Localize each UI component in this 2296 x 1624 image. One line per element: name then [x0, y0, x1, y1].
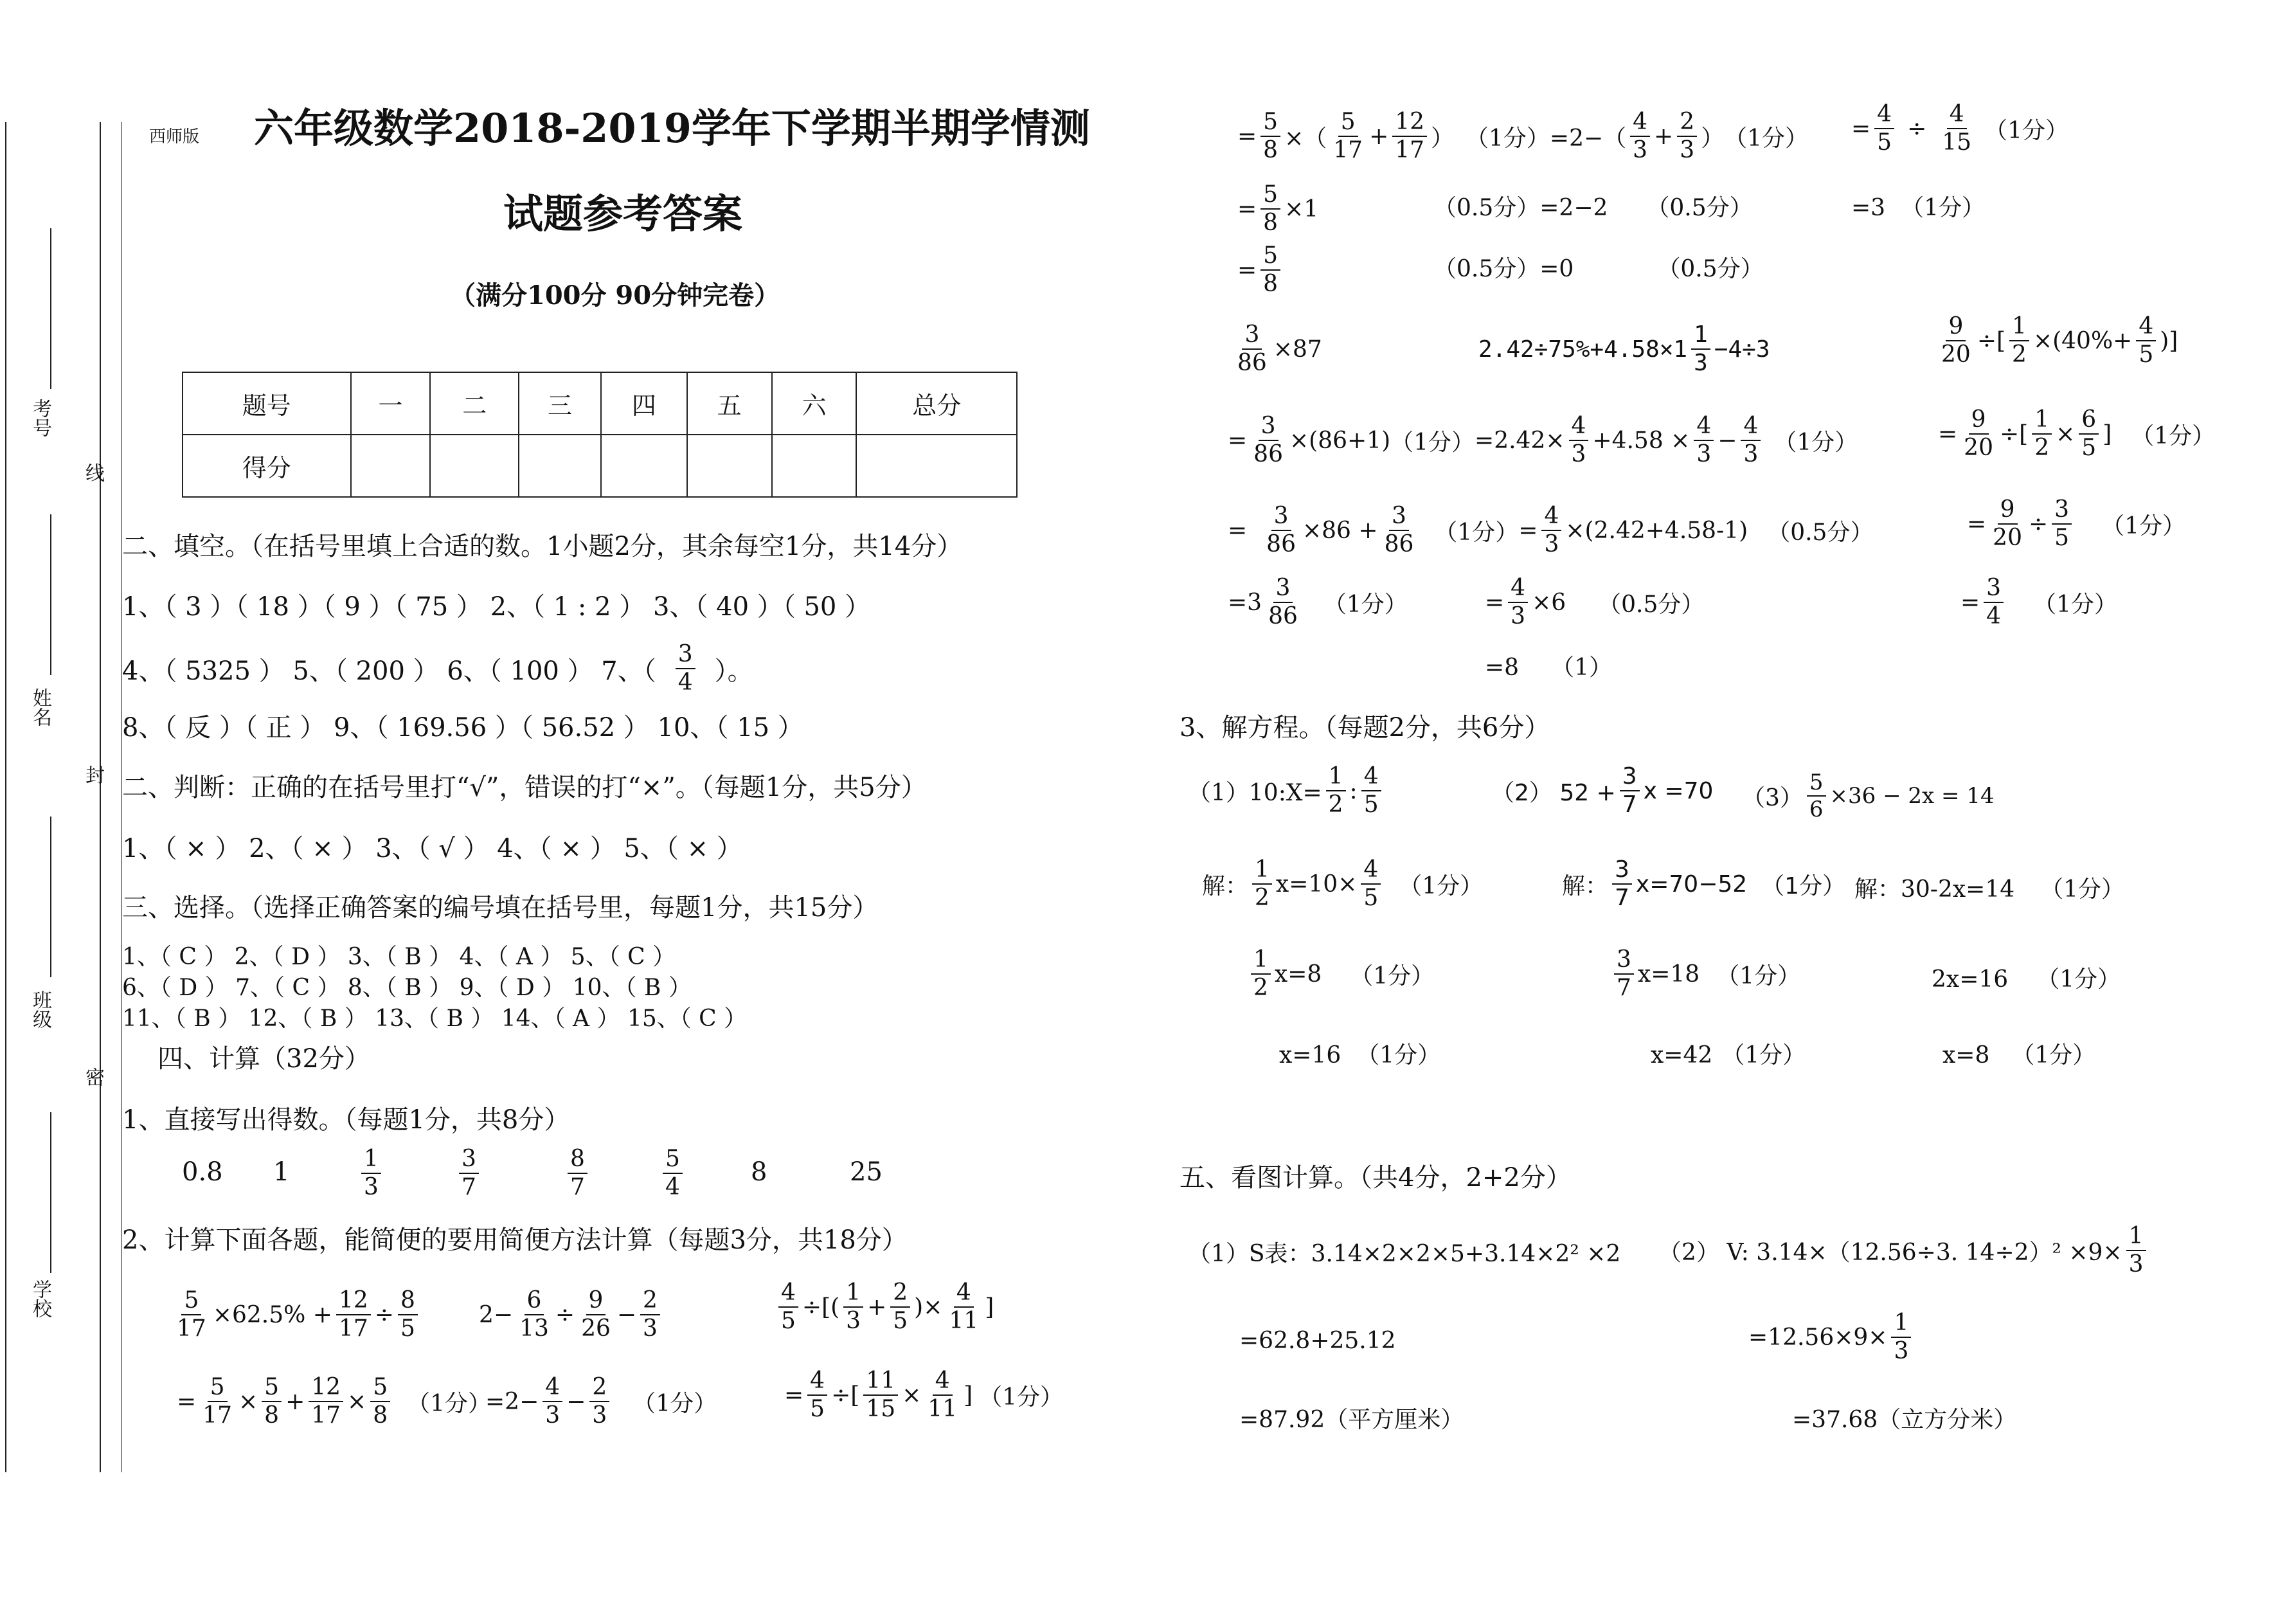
numerator: 8 [568, 1148, 587, 1174]
expression: = $\frac{4}{5}$ ÷ $\frac{4}{15}$ （1分） [1851, 101, 2068, 156]
fill-blank-line-2-end: ）。 [714, 656, 753, 686]
table-cell: 总分 [856, 372, 1017, 435]
fill-blank-line-2-text: 4、（ 5325 ） 5、（ 200 ） 6、（ 100 ） 7、（ [122, 656, 656, 686]
expression: $\frac{4}{5}$ ÷[( $\frac{1}{3}$ + $\frac{2}{5}$ )× $\frac{4}{11}$ ] [775, 1281, 994, 1333]
school-blank [50, 1112, 51, 1273]
expression: = $\frac{9}{20}$ ÷ $\frac{3}{5}$ （1分） [1967, 496, 2185, 551]
table-cell: 题号 [183, 372, 351, 435]
answer-value: 8 [751, 1157, 767, 1187]
judge-heading: 二、判断：正确的在括号里打“√”，错误的打“×”。（每题1分，共5分） [122, 773, 927, 802]
score-table [182, 372, 1018, 498]
score-table-score-row [183, 435, 1017, 497]
direct-calc-heading: 1、直接写出得数。（每题1分，共8分） [122, 1105, 570, 1135]
table-cell: 二 [430, 372, 519, 435]
equation-3-step-1: 解：30-2x=14 （1分） [1854, 876, 2125, 903]
judge-answers: 1、（ × ） 2、（ × ） 3、（ √ ） 4、（ × ） 5、（ × ） [122, 834, 742, 863]
numerator: 5 [663, 1148, 683, 1174]
denominator: 7 [570, 1174, 585, 1200]
equation-3-step-2: 2x=16 （1分） [1932, 966, 2121, 993]
equation-3: （3） $\frac{5}{6}$ ×36 − 2x = 14 [1742, 770, 1995, 822]
expression: 2− $\frac{6}{13}$ ÷ $\frac{9}{26}$ − $\frac{2}{3}$ [479, 1289, 664, 1340]
numerator: 3 [459, 1148, 479, 1174]
denominator: 7 [462, 1174, 476, 1200]
table-cell [772, 435, 857, 497]
equation-2-step-2: $\frac{3}{7}$ x=18 （1分） [1610, 948, 1800, 1000]
expression: = $\frac{5}{8}$ ×（ $\frac{5}{17}$ + $\frac{12}{17}$ ） [1237, 109, 1455, 163]
table-cell: 四 [601, 372, 687, 435]
volume-formula: （2） V: 3.14×（12.56÷3. 14÷2）² ×9× $\frac{1}{3}$ [1658, 1225, 2150, 1276]
surface-area-formula: （1）S表：3.14×2×2×5+3.14×2² ×2 [1188, 1241, 1621, 1267]
table-cell: 六 [772, 372, 857, 435]
equation-1-step-1: 解： $\frac{1}{2}$ x=10× $\frac{4}{5}$ （1分） [1202, 856, 1484, 911]
choice-heading: 三、选择。（选择正确答案的编号填在括号里，每题1分，共15分） [122, 893, 879, 923]
page-title-line2: 试题参考答案 [503, 190, 743, 237]
table-cell [601, 435, 687, 497]
exam-subtitle: （满分100分 90分钟完卷） [450, 280, 780, 311]
numerator: 3 [676, 643, 695, 669]
name-blank [50, 514, 51, 675]
calc-heading: 四、计算（32分） [157, 1044, 370, 1074]
table-cell [351, 435, 431, 497]
equation-2-result: x=42 （1分） [1651, 1042, 1806, 1069]
expression: 2.42÷75%+4.58×1 $\frac{1}{3}$ −4÷3 [1478, 321, 1770, 376]
equation-1-result: x=16 （1分） [1279, 1042, 1441, 1069]
table-cell: 得分 [183, 435, 351, 497]
equation-1: （1）10:X= $\frac{1}{2}$ : $\frac{4}{5}$ [1188, 765, 1385, 817]
answer-value: 0.8 [182, 1157, 223, 1187]
school-label: 学校 [29, 1279, 51, 1318]
table-cell: 一 [351, 372, 431, 435]
volume-result: =37.68（立方分米） [1792, 1407, 2017, 1433]
seal-char-line: 线 [82, 463, 104, 482]
expression: $\frac{3}{86}$ ×87 [1237, 321, 1322, 376]
volume-step: =12.56×9× $\frac{1}{3}$ [1748, 1312, 1915, 1363]
page-title: 六年级数学2018-2019学年下学期半期学情测 [254, 105, 1090, 152]
expression: =2− $\frac{4}{3}$ − $\frac{2}{3}$ （1分） [485, 1374, 717, 1429]
expression: $\frac{5}{17}$ ×62.5% + $\frac{12}{17}$ ÷ $\frac{8}{5}$ [170, 1289, 422, 1340]
fill-blank-line-1: 1、（ 3 ）（ 18 ）（ 9 ）（ 75 ） 2、（ 1 : 2 ） 3、（ 40 ）（ 50 ） [122, 592, 871, 622]
figure-calc-heading: 五、看图计算。（共4分，2+2分） [1179, 1163, 1572, 1193]
exam-no-blank [50, 228, 51, 389]
expression: （0.5分）=0 （0.5分） [1433, 256, 1764, 282]
denominator: 3 [364, 1174, 379, 1200]
expression: = $\frac{5}{8}$ ×1 [1237, 181, 1319, 236]
fill-blank-heading: 二、填空。（在括号里填上合适的数。1小题2分，其余每空1分，共14分） [122, 532, 963, 561]
expression: = $\frac{5}{17}$ × $\frac{5}{8}$ + $\frac{12}{17}$ × $\frac{5}{8}$ （1分） [177, 1374, 492, 1429]
surface-area-step: =62.8+25.12 [1239, 1328, 1396, 1354]
expression: = $\frac{9}{20}$ ÷[ $\frac{1}{2}$ × $\frac{6}{5}$ ] （1分） [1938, 406, 2216, 461]
expression: =3 （1分） [1851, 195, 1985, 221]
margin-outer-line [5, 122, 6, 1472]
fraction [676, 643, 695, 694]
choice-answers-2: 6、（ D ） 7、（ C ） 8、（ B ） 9、（ D ） 10、（ B ） [122, 975, 692, 1001]
table-cell [519, 435, 601, 497]
answer-fraction [357, 1148, 385, 1199]
equation-2: （2） 52 + $\frac{3}{7}$ x =70 [1491, 763, 1714, 818]
fill-blank-line-3: 8、（ 反 ）（ 正 ） 9、（ 169.56 ）（ 56.52 ） 10、（ 15 ） [122, 713, 803, 743]
equation-1-step-2: $\frac{1}{2}$ x=8 （1分） [1247, 948, 1434, 1000]
margin-fold-line [100, 122, 101, 1472]
surface-area-result: =87.92（平方厘米） [1239, 1407, 1464, 1433]
table-cell [856, 435, 1017, 497]
fill-blank-line-2 [122, 643, 753, 694]
answer-fraction [564, 1148, 591, 1199]
answer-fraction [659, 1148, 686, 1199]
table-cell: 三 [519, 372, 601, 435]
simplify-heading: 2、计算下面各题，能简便的要用简便方法计算（每题3分，共18分） [122, 1225, 908, 1255]
answer-value: 1 [273, 1157, 290, 1187]
expression: = $\frac{4}{5}$ ÷[ $\frac{11}{15}$ × $\frac{4}{11}$ ] （1分） [784, 1367, 1064, 1422]
choice-answers-1: 1、（ C ） 2、（ D ） 3、（ B ） 4、（ A ） 5、（ C ） [122, 944, 676, 970]
denominator: 4 [665, 1174, 680, 1200]
equation-heading: 3、解方程。（每题2分，共6分） [1179, 713, 1550, 743]
exam-no-label: 考号 [29, 399, 51, 437]
expression: =8 （1） [1485, 654, 1612, 681]
expression: = $\frac{3}{4}$ （1分） [1960, 575, 2117, 629]
expression: =3 $\frac{3}{86}$ （1分） [1228, 575, 1408, 629]
choice-answers-3: 11、（ B ） 12、（ B ） 13、（ B ） 14、（ A ） 15、（ C ） [122, 1006, 748, 1032]
expression: = $\frac{3}{86}$ × (86+1) （1分） =2.42× $\frac{4}{3}$ +4.58 × $\frac{4}{3}$ − $\frac{4}{3}$ （1分） [1228, 413, 1858, 467]
equation-3-result: x=8 （1分） [1942, 1042, 2096, 1069]
expression: （1分） =2−（ $\frac{4}{3}$ + $\frac{2}{3}$ ） （1分） [1466, 109, 1809, 163]
seal-char-mi: 密 [82, 1067, 104, 1087]
expression: $\frac{9}{20}$ ÷[ $\frac{1}{2}$ ×(40%+ $\frac{4}{5}$ )] [1941, 313, 2178, 368]
seal-char-feng: 封 [82, 765, 104, 784]
class-blank [50, 817, 51, 977]
table-cell: 五 [687, 372, 772, 435]
class-label: 班级 [29, 990, 51, 1029]
expression: = $\frac{5}{8}$ [1237, 244, 1284, 296]
table-cell [687, 435, 772, 497]
equation-2-step-1: 解： $\frac{3}{7}$ x=70−52 （1分） [1562, 856, 1846, 911]
answer-fraction [455, 1148, 483, 1199]
answer-value: 25 [850, 1157, 883, 1187]
denominator: 4 [677, 669, 693, 696]
expression: = $\frac{3}{86}$ ×86 + $\frac{3}{86}$ （1分） = $\frac{4}{3}$ × (2.42+4.58-1) （0.5分） [1228, 503, 1874, 557]
edition-label: 西师版 [149, 127, 200, 147]
numerator: 1 [361, 1148, 381, 1174]
expression: （0.5分）=2−2 （0.5分） [1433, 195, 1753, 221]
expression: = $\frac{4}{3}$ ×6 （0.5分） [1485, 575, 1705, 629]
name-label: 姓名 [29, 688, 51, 726]
score-table-header-row [183, 372, 1017, 435]
table-cell [430, 435, 519, 497]
